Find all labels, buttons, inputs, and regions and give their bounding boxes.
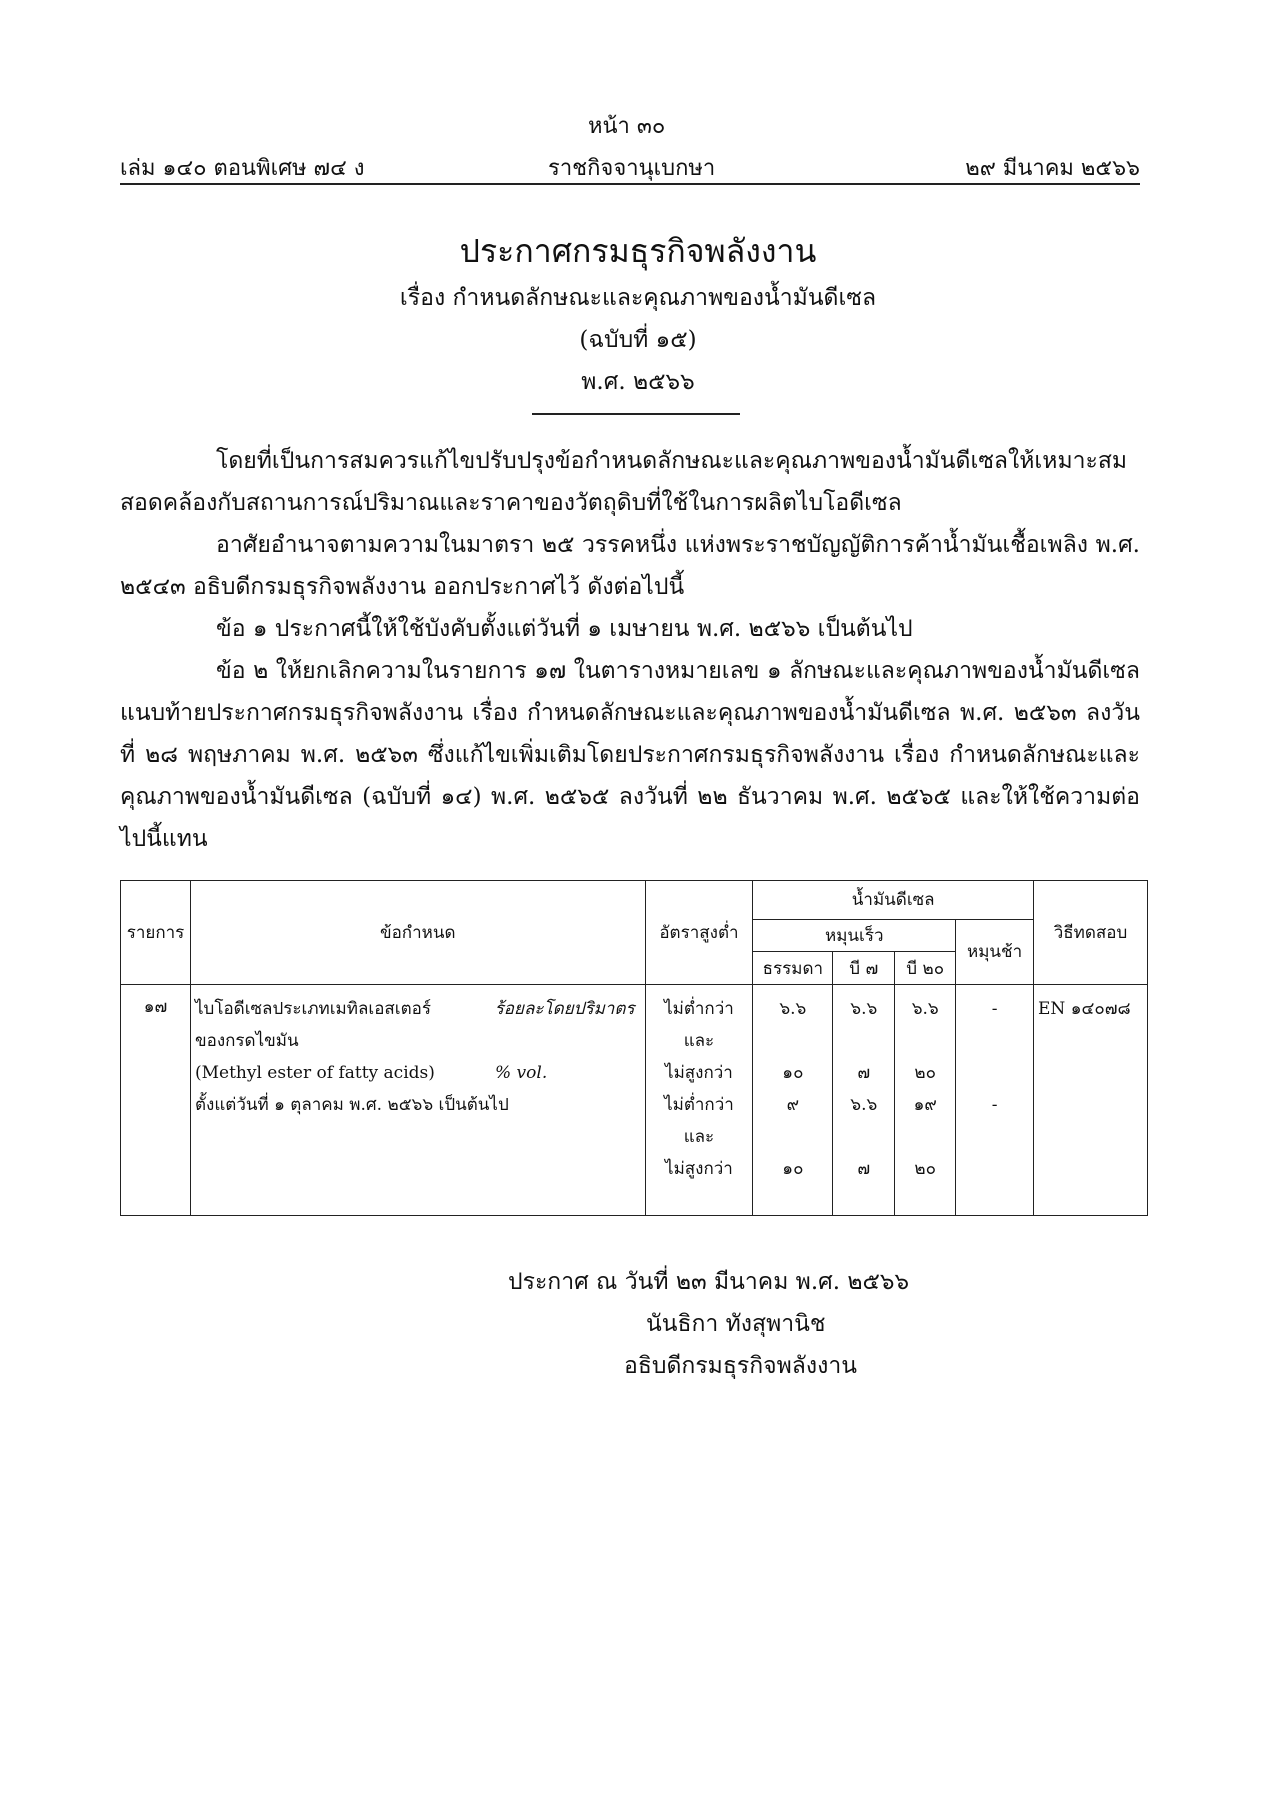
test-method: EN ๑๔๐๗๘ xyxy=(1038,999,1131,1020)
limit-value: ไม่สูงกว่า xyxy=(665,1159,733,1180)
gazette-name: ราชกิจจานุเบกษา xyxy=(548,156,716,181)
b7-value xyxy=(837,1121,890,1153)
header-method: วิธีทดสอบ xyxy=(1034,881,1148,985)
limit-value: ไม่ต่ำกว่า xyxy=(664,999,734,1020)
b20-value xyxy=(899,1025,951,1057)
row-method xyxy=(1034,985,1148,1216)
row-b7 xyxy=(833,985,895,1216)
header-b7: บี ๗ xyxy=(833,952,895,985)
limit-value: และ xyxy=(683,1031,715,1052)
b20-value: ๑๙ xyxy=(913,1095,937,1116)
header-slow: หมุนช้า xyxy=(956,919,1034,984)
announcement-date: ประกาศ ณ วันที่ ๒๓ มีนาคม พ.ศ. ๒๕๖๖ xyxy=(508,1269,910,1295)
spec-name: ไบโอดีเซลประเภทเมทิลเอสเตอร์ xyxy=(194,999,431,1020)
header-normal: ธรรมดา xyxy=(753,952,833,985)
gazette-date: ๒๙ มีนาคม ๒๕๖๖ xyxy=(965,156,1140,181)
title-divider xyxy=(532,413,740,415)
header-spec: ข้อกำหนด xyxy=(190,881,645,985)
signatory-title: อธิบดีกรมธุรกิจพลังงาน xyxy=(624,1353,857,1379)
header-fast: หมุนเร็ว xyxy=(753,919,956,952)
header-diesel: น้ำมันดีเซล xyxy=(753,881,1034,920)
document-subject: เรื่อง กำหนดลักษณะและคุณภาพของน้ำมันดีเซล xyxy=(399,285,877,311)
spec-effective: ตั้งแต่วันที่ ๑ ตุลาคม พ.ศ. ๒๕๖๖ เป็นต้นไป xyxy=(194,1095,509,1116)
b7-value: ๗ xyxy=(857,1063,871,1084)
table-row xyxy=(121,985,1148,1216)
page-number: หน้า ๓๐ xyxy=(588,114,666,139)
b20-value: ๖.๖ xyxy=(911,999,939,1020)
document-year: พ.ศ. ๒๕๖๖ xyxy=(581,369,695,395)
spec-unit: % vol. xyxy=(494,1063,548,1084)
slow-value xyxy=(960,1153,1029,1185)
spec-name-cont: ของกรดไขมัน xyxy=(194,1031,299,1052)
normal-value: ๙ xyxy=(786,1095,800,1116)
limit-value: ไม่สูงกว่า xyxy=(665,1063,733,1084)
row-spec xyxy=(190,985,645,1216)
b20-value xyxy=(899,1121,951,1153)
b7-value xyxy=(837,1025,890,1057)
spec-table xyxy=(120,880,1148,1216)
normal-value xyxy=(757,1025,828,1057)
normal-value: ๑๐ xyxy=(782,1159,804,1180)
slow-value xyxy=(960,1025,1029,1057)
b7-value: ๖.๖ xyxy=(850,1095,878,1116)
limit-value: ไม่ต่ำกว่า xyxy=(664,1095,734,1116)
normal-value: ๑๐ xyxy=(782,1063,804,1084)
b7-value: ๖.๖ xyxy=(850,999,878,1020)
document-issue: (ฉบับที่ ๑๕) xyxy=(579,327,697,353)
b7-value: ๗ xyxy=(857,1159,871,1180)
normal-value: ๖.๖ xyxy=(779,999,807,1020)
spec-english: (Methyl ester of fatty acids) xyxy=(194,1063,435,1084)
paragraph-clause-1: ข้อ ๑ ประกาศนี้ให้ใช้บังคับตั้งแต่วันที่ ๑ เมษายน พ.ศ. ๒๕๖๖ เป็นต้นไป xyxy=(216,616,913,642)
row-b20 xyxy=(895,985,956,1216)
paragraph-clause-2: ข้อ ๒ ให้ยกเลิกความในรายการ ๑๗ ในตารางหมายเลข ๑ ลักษณะและคุณภาพของน้ำมันดีเซล แนบท้ายประกาศกรมธุรกิจพลังงาน เรื่อง กำหนดลักษณะและคุณภาพของน้ำมันดีเซล พ.ศ. ๒๕๖๓ ลงวันที่ ๒๘ พฤษภาคม พ.ศ. ๒๕๖๓ ซึ่งแก้ไขเพิ่มเติมโดยประกาศกรมธุรกิจพลังงาน เรื่อง กำหนดลักษณะและคุณภาพของน้ำมันดีเซล (ฉบับที่ ๑๔) พ.ศ. ๒๕๖๕ ลงวันที่ ๒๒ ธันวาคม พ.ศ. ๒๕๖๕ และให้ใช้ความต่อไปนี้แทน xyxy=(120,658,1141,852)
header-item: รายการ xyxy=(121,881,191,985)
header-divider xyxy=(120,183,1140,185)
b20-value: ๒๐ xyxy=(914,1159,936,1180)
row-item xyxy=(121,985,191,1216)
gazette-volume: เล่ม ๑๔๐ ตอนพิเศษ ๗๔ ง xyxy=(120,156,365,181)
header-limit: อัตราสูงต่ำ xyxy=(645,881,753,985)
slow-value xyxy=(960,1057,1029,1089)
slow-value: - xyxy=(991,999,998,1020)
document-title: ประกาศกรมธุรกิจพลังงาน xyxy=(459,232,817,270)
signatory-name: นันธิกา ทังสุพานิช xyxy=(646,1311,826,1337)
header-b20: บี ๒๐ xyxy=(895,952,956,985)
slow-value xyxy=(960,1121,1029,1153)
paragraph-authority: อาศัยอำนาจตามความในมาตรา ๒๕ วรรคหนึ่ง แห่งพระราชบัญญัติการค้าน้ำมันเชื้อเพลิง พ.ศ. ๒๕๔๓ อธิบดีกรมธุรกิจพลังงาน ออกประกาศไว้ ดังต่อไปนี้ xyxy=(120,532,1140,600)
row-normal xyxy=(753,985,833,1216)
slow-value: - xyxy=(991,1095,998,1116)
row-item-number: ๑๗ xyxy=(143,997,168,1018)
row-slow xyxy=(956,985,1034,1216)
normal-value xyxy=(757,1121,828,1153)
row-limit xyxy=(645,985,753,1216)
b20-value: ๒๐ xyxy=(914,1063,936,1084)
limit-value: และ xyxy=(683,1127,715,1148)
paragraph-preamble: โดยที่เป็นการสมควรแก้ไขปรับปรุงข้อกำหนดลักษณะและคุณภาพของน้ำมันดีเซลให้เหมาะสมสอดคล้องกับสถานการณ์ปริมาณและราคาของวัตถุดิบที่ใช้ในการผลิตไบโอดีเซล xyxy=(120,448,1128,516)
spec-note: ร้อยละโดยปริมาตร xyxy=(494,999,635,1020)
